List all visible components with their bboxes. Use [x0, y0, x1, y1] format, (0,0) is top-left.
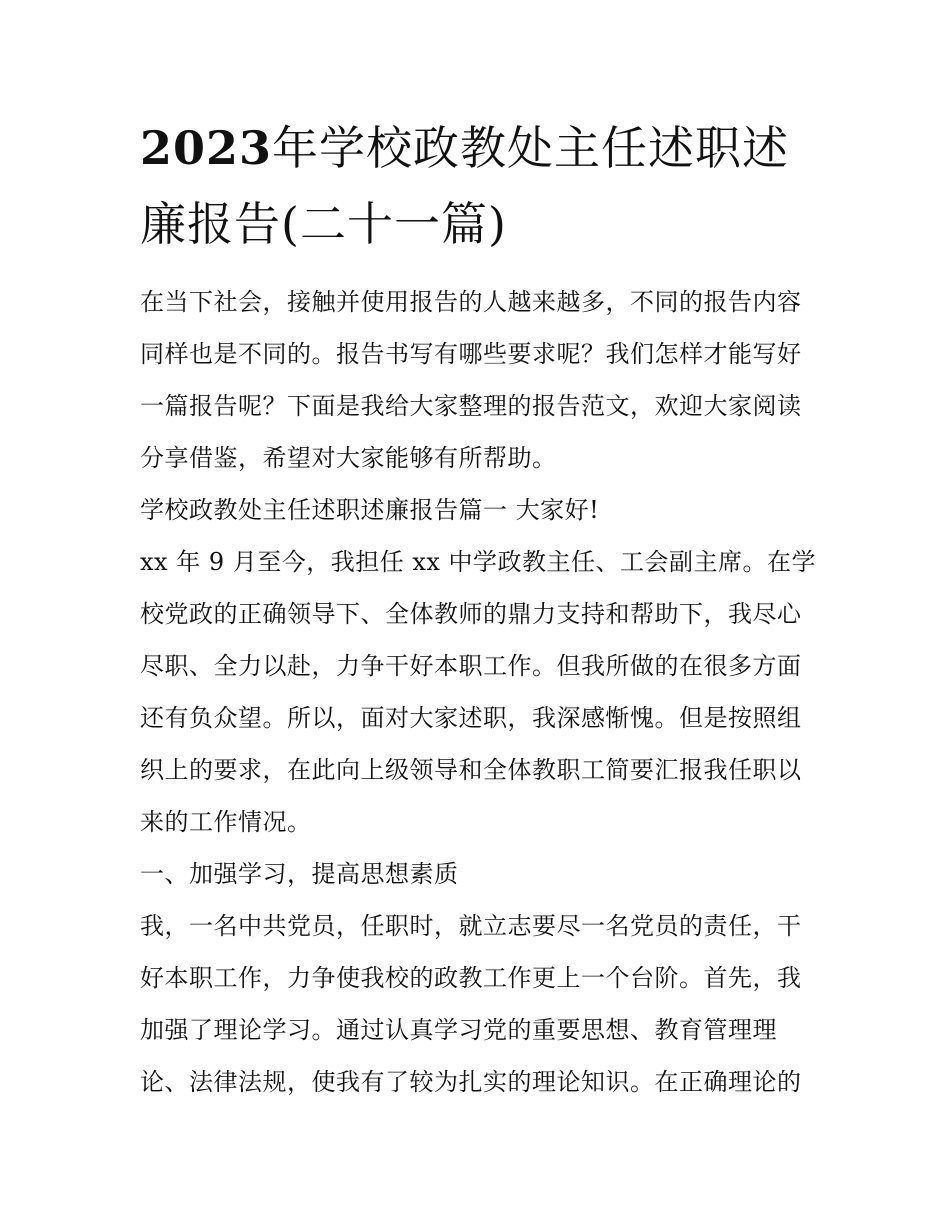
- body-paragraph-2: [140, 900, 820, 1108]
- text-line: 论、法律法规，使我有了较为扎实的理论知识。在正确理论的: [140, 1068, 802, 1096]
- text-line: 还有负众望。所以，面对大家述职，我深感惭愧。但是按照组: [140, 704, 802, 732]
- text-line: 尽职、全力以赴，力争干好本职工作。但我所做的在很多方面: [140, 652, 802, 680]
- title-year: 2023: [140, 121, 273, 175]
- body-paragraph-1: [140, 536, 820, 848]
- section-heading-paragraph: [140, 484, 820, 536]
- text-line: 学校政教处主任述职述廉报告篇一 大家好!: [140, 496, 600, 524]
- title-line1-text: 年学校政教处主任述职述: [272, 121, 790, 175]
- document-content: [140, 110, 820, 1108]
- text-line: 同样也是不同的。报告书写有哪些要求呢？我们怎样才能写好: [140, 340, 802, 368]
- document-title: [140, 110, 820, 262]
- text-line: 校党政的正确领导下、全体教师的鼎力支持和帮助下，我尽心: [140, 600, 802, 628]
- text-line: 一篇报告呢？下面是我给大家整理的报告范文，欢迎大家阅读: [140, 392, 802, 420]
- document-body: [140, 276, 820, 1108]
- text-line: 加强了理论学习。通过认真学习党的重要思想、教育管理理: [140, 1016, 777, 1044]
- text-line: 分享借鉴，希望对大家能够有所帮助。: [140, 444, 557, 472]
- intro-paragraph: [140, 276, 820, 484]
- title-line2-text: 廉报告(二十一篇): [140, 197, 507, 251]
- subheading-paragraph: [140, 848, 820, 900]
- text-line: 我，一名中共党员，任职时，就立志要尽一名党员的责任，干: [140, 912, 802, 940]
- text-line: 织上的要求，在此向上级领导和全体教职工简要汇报我任职以: [140, 756, 802, 784]
- text-line: xx 年 9 月至今，我担任 xx 中学政教主任、工会副主席。在学: [140, 548, 817, 576]
- text-line: 来的工作情况。: [140, 808, 312, 836]
- text-line: 一、加强学习，提高思想素质: [140, 860, 459, 888]
- text-line: 在当下社会，接触并使用报告的人越来越多，不同的报告内容: [140, 288, 802, 316]
- text-line: 好本职工作，力争使我校的政教工作更上一个台阶。首先，我: [140, 964, 802, 992]
